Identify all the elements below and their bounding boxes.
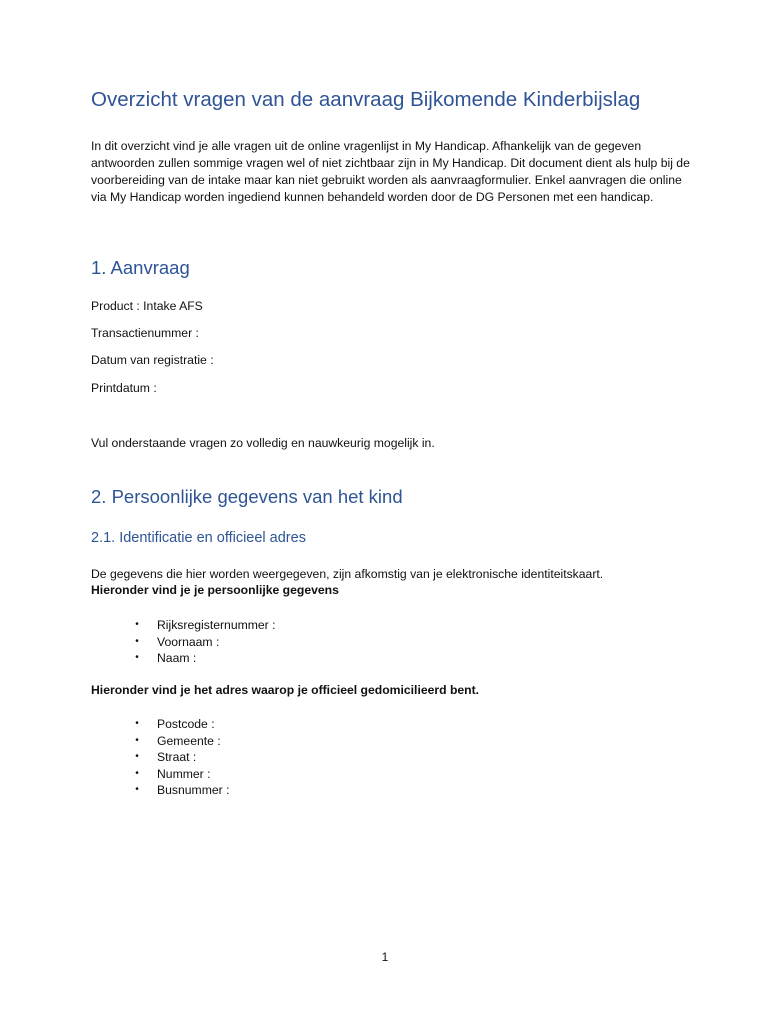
field-transactienummer: Transactienummer : [91, 326, 199, 340]
bullet-icon: • [135, 751, 139, 762]
field-datum-registratie: Datum van registratie : [91, 353, 214, 367]
list-item: • Voornaam : [132, 634, 276, 651]
bullet-icon: • [135, 718, 139, 729]
personal-data-heading: Hieronder vind je je persoonlijke gegevens [91, 583, 339, 597]
page-number: 1 [381, 950, 389, 964]
intro-paragraph: In dit overzicht vind je alle vragen uit de online vragenlijst in My Handicap. Afhankelijk van de gegeven antwoorden zullen sommige vragen wel of niet zichtbaar zijn in My Handicap. Dit document dient als hulp bij de voorbereiding van de intake maar kan niet gebruikt worden als aanvraagformulier. Enkel aanvragen die online via My Handicap worden ingediend kunnen behandeld worden door de DG Personen met een handicap. [91, 139, 690, 204]
bullet-icon: • [135, 652, 139, 663]
list-item: • Gemeente : [132, 733, 229, 750]
field-printdatum: Printdatum : [91, 381, 157, 395]
bullet-icon: • [135, 784, 139, 795]
list-item: • Rijksregisternummer : [132, 617, 276, 634]
list-item: • Naam : [132, 650, 276, 667]
field-product: Product : Intake AFS [91, 299, 203, 313]
bullet-icon: • [135, 635, 139, 647]
bullet-icon: • [135, 734, 139, 746]
bullet-icon: • [135, 767, 139, 779]
list-item: • Postcode : [132, 716, 229, 733]
subsection-heading-identificatie: 2.1. Identificatie en officieel adres [91, 530, 306, 546]
address-list [132, 716, 229, 799]
personal-data-list [132, 617, 276, 667]
bullet-icon: • [135, 619, 139, 630]
list-item: • Straat : [132, 749, 229, 766]
eid-note: De gegevens die hier worden weergegeven, zijn afkomstig van je elektronische identiteitskaart. [91, 567, 604, 581]
list-item: • Busnummer : [132, 782, 229, 799]
section-heading-aanvraag: 1. Aanvraag [91, 257, 190, 278]
address-heading: Hieronder vind je het adres waarop je officieel gedomicilieerd bent. [91, 683, 480, 697]
section-heading-persoonlijke-gegevens: 2. Persoonlijke gegevens van het kind [91, 486, 403, 507]
document-title: Overzicht vragen van de aanvraag Bijkomende Kinderbijslag [91, 88, 641, 111]
list-item: • Nummer : [132, 766, 229, 783]
instruction-text: Vul onderstaande vragen zo volledig en nauwkeurig mogelijk in. [91, 436, 435, 450]
